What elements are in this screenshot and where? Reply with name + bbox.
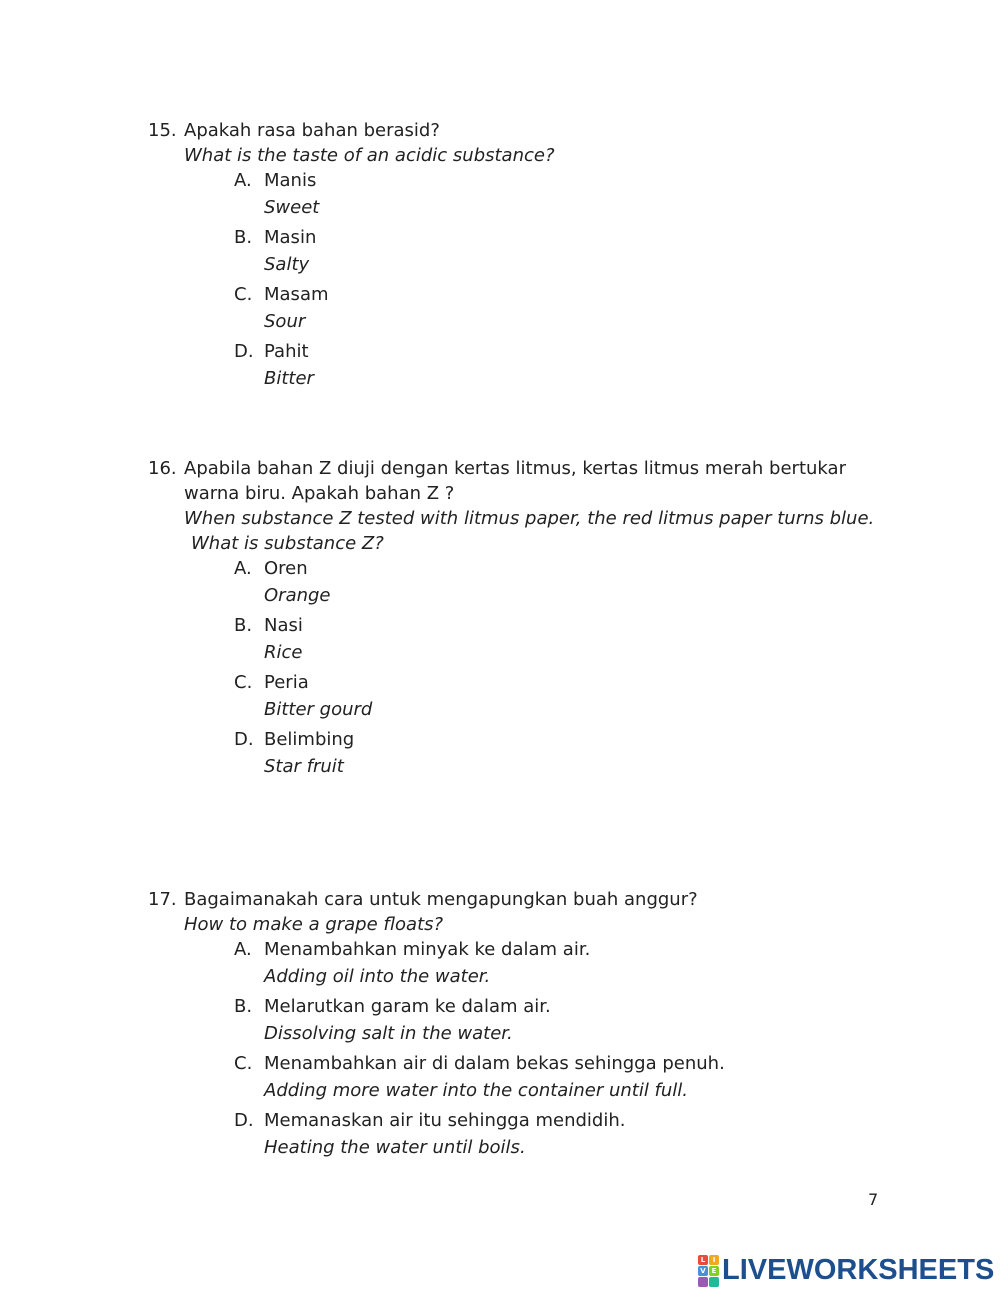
logo-letter-l: L (698, 1255, 708, 1265)
liveworksheets-logo[interactable] (698, 1254, 994, 1287)
question-17 (148, 887, 908, 1165)
option-a[interactable]: A. Manis Sweet (234, 170, 320, 218)
option-c[interactable]: C. Peria Bitter gourd (234, 672, 373, 720)
question-text-ms-cont: warna biru. Apakah bahan Z ? (184, 483, 455, 504)
option-d[interactable]: D. Memanaskan air itu sehingga mendidih. Heating the water until boils. (234, 1110, 626, 1158)
question-16 (148, 456, 908, 784)
option-c[interactable]: C. Menambahkan air di dalam bekas sehingga penuh. Adding more water into the container until full. (234, 1053, 725, 1101)
options-list (234, 556, 908, 784)
option-a[interactable]: A. Menambahkan minyak ke dalam air. Adding oil into the water. (234, 939, 591, 987)
logo-letter-e: E (709, 1266, 719, 1276)
question-text-ms: 16. Apabila bahan Z diuji dengan kertas litmus, kertas litmus merah bertukar (148, 458, 846, 479)
options-list (234, 937, 908, 1165)
options-list (234, 168, 908, 396)
option-b[interactable]: B. Masin Salty (234, 227, 317, 275)
question-number: 16. (148, 458, 177, 479)
question-text-en: When substance Z tested with litmus paper, the red litmus paper turns blue. (184, 508, 875, 529)
option-c[interactable]: C. Masam Sour (234, 284, 329, 332)
logo-letter-v: V (698, 1266, 708, 1276)
question-text-ms: 17. Bagaimanakah cara untuk mengapungkan buah anggur? (148, 889, 698, 910)
option-b[interactable]: B. Melarutkan garam ke dalam air. Dissolving salt in the water. (234, 996, 551, 1044)
question-number: 15. (148, 120, 177, 141)
question-text-en: What is the taste of an acidic substance? (184, 145, 555, 166)
logo-block (709, 1277, 719, 1287)
logo-letter-i: I (709, 1255, 719, 1265)
logo-block (698, 1277, 708, 1287)
option-d[interactable]: D. Belimbing Star fruit (234, 729, 355, 777)
question-15 (148, 118, 908, 396)
question-number: 17. (148, 889, 177, 910)
option-d[interactable]: D. Pahit Bitter (234, 341, 314, 389)
question-text-en: How to make a grape floats? (184, 914, 444, 935)
option-a[interactable]: A. Oren Orange (234, 558, 331, 606)
brand-name: LIVEWORKSHEETS (722, 1254, 995, 1286)
question-text-ms: 15. Apakah rasa bahan berasid? (148, 120, 440, 141)
logo-icon (698, 1255, 719, 1287)
page-number: 7 (868, 1190, 879, 1209)
option-b[interactable]: B. Nasi Rice (234, 615, 303, 663)
question-text-en-cont: What is substance Z? (191, 533, 384, 554)
